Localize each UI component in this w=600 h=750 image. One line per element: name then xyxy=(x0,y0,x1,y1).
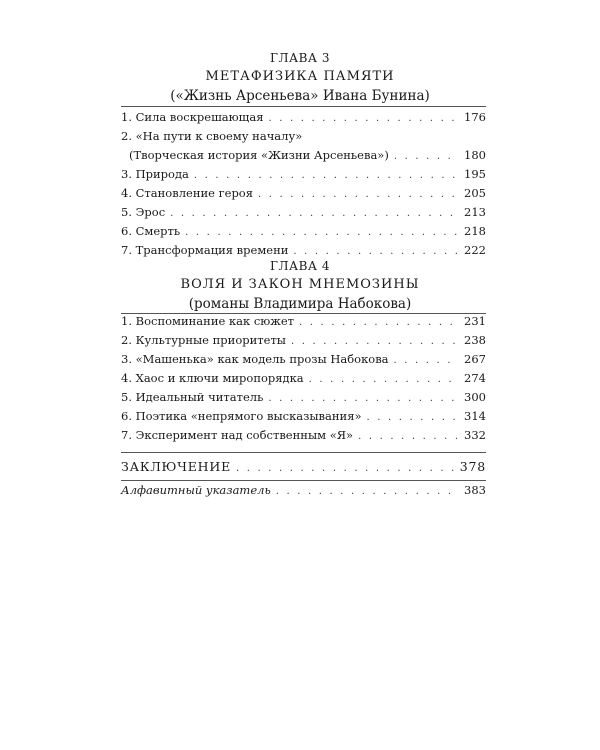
toc-entry-page: 205 xyxy=(464,186,486,200)
toc-entry[interactable] xyxy=(121,350,486,369)
toc-entry[interactable] xyxy=(121,203,486,222)
toc-entry-page: 300 xyxy=(464,390,486,404)
toc-entry[interactable] xyxy=(121,312,486,331)
toc-entry-text: 7. Эксперимент над собственным «Я» xyxy=(121,428,354,442)
chapter-4-title: ВОЛЯ И ЗАКОН МНЕМОЗИНЫ xyxy=(180,277,420,292)
leader-dots xyxy=(258,185,457,204)
toc-entry-text: 2. «На пути к своему началу» xyxy=(121,129,303,143)
toc-entry-text: 6. Смерть xyxy=(121,224,181,238)
conclusion-toc xyxy=(121,457,486,476)
toc-entry-page: 378 xyxy=(459,459,486,474)
toc-entry-text: 3. «Машенька» как модель прозы Набокова xyxy=(121,352,389,366)
toc-entry-text: 3. Природа xyxy=(121,167,189,181)
toc-entry[interactable] xyxy=(121,369,486,388)
toc-entry-page: 213 xyxy=(464,205,486,219)
leader-dots xyxy=(276,482,457,501)
toc-entry-page: 231 xyxy=(464,314,486,328)
leader-dots xyxy=(309,370,457,389)
toc-entry-text: 1. Воспоминание как сюжет xyxy=(121,314,295,328)
toc-entry-page: 314 xyxy=(464,409,486,423)
toc-entry-text: (Творческая история «Жизни Арсеньева») xyxy=(129,148,389,162)
toc-entry-text: 4. Становление героя xyxy=(121,186,253,200)
toc-entry-page: 195 xyxy=(464,167,486,181)
leader-dots xyxy=(394,147,457,166)
index-toc xyxy=(121,481,486,500)
toc-entry-conclusion[interactable] xyxy=(121,457,486,476)
leader-dots xyxy=(236,459,455,478)
leader-dots xyxy=(268,389,457,408)
leader-dots xyxy=(291,332,457,351)
leader-dots xyxy=(170,204,457,223)
toc-entry[interactable] xyxy=(121,108,486,127)
chapter-4-label: ГЛАВА 4 xyxy=(270,259,330,273)
toc-entry-text: 2. Культурные приоритеты xyxy=(121,333,286,347)
leader-dots xyxy=(268,109,457,128)
leader-dots xyxy=(367,408,458,427)
chapter-3-rule xyxy=(121,106,486,107)
toc-entry-page: 332 xyxy=(464,428,486,442)
toc-entry[interactable] xyxy=(121,146,486,165)
toc-entry-text: 4. Хаос и ключи миропорядка xyxy=(121,371,304,385)
toc-entry-page: 180 xyxy=(464,148,486,162)
toc-entry[interactable] xyxy=(121,331,486,350)
toc-entry-page: 238 xyxy=(464,333,486,347)
toc-entry-index[interactable] xyxy=(121,481,486,500)
toc-entry-page: 274 xyxy=(464,371,486,385)
toc-entry-page: 383 xyxy=(464,483,486,497)
chapter-4-toc xyxy=(121,312,486,445)
leader-dots xyxy=(185,223,457,242)
chapter-3-header xyxy=(90,50,510,105)
chapter-3-title: МЕТАФИЗИКА ПАМЯТИ xyxy=(205,69,395,84)
chapter-3-toc xyxy=(121,108,486,260)
toc-entry-text: Алфавитный указатель xyxy=(121,483,271,497)
toc-entry-page: 222 xyxy=(464,243,486,257)
chapter-4-subtitle: (романы Владимира Набокова) xyxy=(188,296,412,312)
toc-entry[interactable] xyxy=(121,184,486,203)
toc-entry-text: 1. Сила воскрешающая xyxy=(121,110,264,124)
toc-entry-text: ЗАКЛЮЧЕНИЕ xyxy=(121,459,231,474)
chapter-4-header xyxy=(90,258,510,313)
leader-dots xyxy=(194,166,457,185)
chapter-3-subtitle: («Жизнь Арсеньева» Ивана Бунина) xyxy=(170,88,430,104)
toc-entry[interactable] xyxy=(121,407,486,426)
toc-entry-page: 176 xyxy=(464,110,486,124)
toc-entry[interactable] xyxy=(121,388,486,407)
chapter-3-label: ГЛАВА 3 xyxy=(270,51,330,65)
toc-entry-text: 5. Эрос xyxy=(121,205,166,219)
toc-entry-text: 7. Трансформация времени xyxy=(121,243,289,257)
conclusion-rule xyxy=(121,452,486,453)
toc-entry-page: 267 xyxy=(464,352,486,366)
toc-entry[interactable] xyxy=(121,165,486,184)
toc-entry[interactable] xyxy=(121,222,486,241)
toc-entry-text: 6. Поэтика «непрямого высказывания» xyxy=(121,409,362,423)
leader-dots xyxy=(358,427,457,446)
toc-entry-page: 218 xyxy=(464,224,486,238)
toc-entry[interactable] xyxy=(121,426,486,445)
toc-entry[interactable] xyxy=(121,127,486,146)
leader-dots xyxy=(299,313,457,332)
toc-entry-text: 5. Идеальный читатель xyxy=(121,390,264,404)
leader-dots xyxy=(394,351,457,370)
